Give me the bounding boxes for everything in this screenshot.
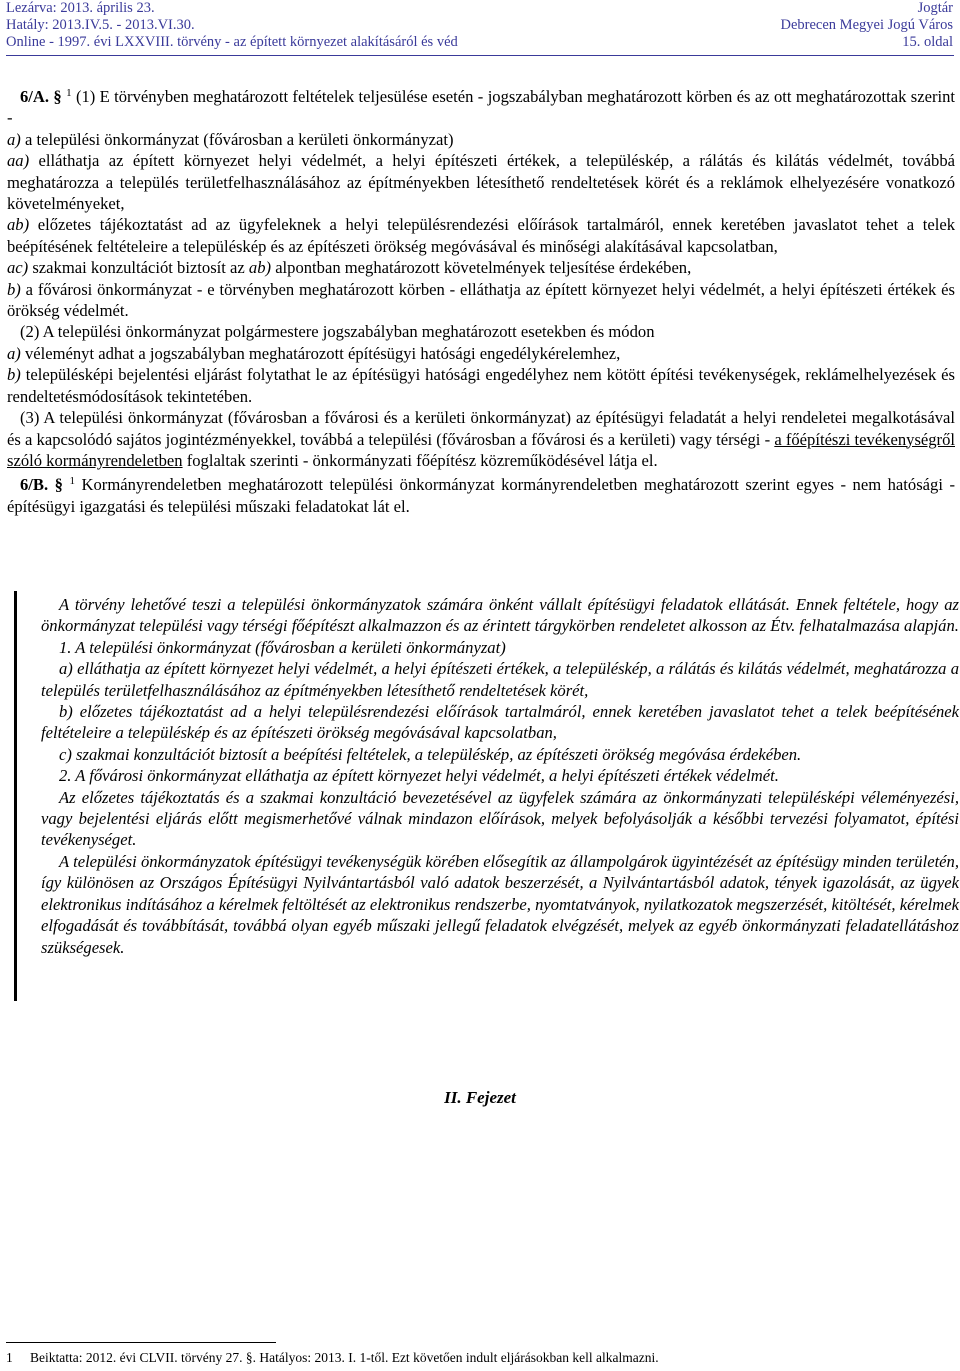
commentary-administration: A települési önkormányzatok építésügyi tevékenységük körében elősegítik az állampolgárok ügyintézését az építésügy minden területén, így különösen az Országos Építésügyi Nyilvántartásból való adatok beszerzését, a Nyilvántartásból adatok, tények igazolását, az ügyek elektronikus indításához a kérelmek feltöltését az elektronikus rendszerbe, nyomtatványok, nyilatkozatok megszerzését, kitöltését, kérelmek elfogadását és továbbítását, továbbá olyan egyéb műszaki jellegű feladatok elvégzését, melyek az egyéb önkormányzati feladatellátáshoz szükségesek.: [41, 851, 959, 957]
header-licensee: Debrecen Megyei Jogú Város: [780, 17, 953, 33]
page-header: [0, 0, 960, 58]
point-ab-label: ab): [7, 215, 30, 235]
section-6a-para-1: [7, 86, 955, 129]
point-a: [7, 129, 955, 150]
point-aa-label: aa): [7, 151, 30, 171]
commentary-block: [41, 594, 959, 958]
section-6b-number: 6/B. §: [20, 475, 63, 495]
point-b-text: a fővárosi önkormányzat - e törvényben meghatározott körben - elláthatja az épített környezet helyi védelmét, a helyi építészeti értékek és örökség védelmét.: [7, 279, 955, 321]
commentary-consultation: Az előzetes tájékoztatás és a szakmai konzultáció bevezetésével az ügyfelek számára az önkormányzati településképi véleményezési, vagy bejelentési eljárás előtt megismerhetővé válnak mindazon előírások, melyek befolyásolják a későbbi tervezési folyamatot, építési tevékenységet.: [41, 787, 959, 850]
commentary-item-1b: b) előzetes tájékoztatást ad a helyi településrendezési előírások tartalmáról, ennek keretében javaslatot tehet a telek beépítésének feltételeire a településkép és az építészeti örökség megóvásával kapcsolatban,: [41, 702, 959, 743]
section-6a-para-2: (2) A települési önkormányzat polgármestere jogszabályban meghatározott esetekben és módon: [20, 322, 655, 342]
point-ac-text-2: alpontban meghatározott követelmények teljesítése érdekében,: [271, 258, 692, 278]
header-publisher: Jogtár: [917, 0, 953, 16]
point-a-label: a): [7, 129, 21, 149]
footnote-divider: [6, 1342, 276, 1343]
commentary-intro: A törvény lehetővé teszi a települési önkormányzatok számára önként vállalt építésügyi feladatok ellátását. Ennek feltétele, hogy az önkormányzat települési vagy térségi főépítészt alkalmazzon és az érintett tárgykörben rendeletet alkosson az Étv. felhatalmazása alapján.: [41, 595, 959, 636]
para-2-point-b: [7, 364, 955, 407]
header-divider: [6, 55, 954, 56]
document-body: [7, 86, 955, 517]
point-a-text: a települési önkormányzat (fővárosban a kerületi önkormányzat): [20, 129, 454, 149]
commentary-item-1: 1. A települési önkormányzat (fővárosban a kerületi önkormányzat): [59, 637, 506, 657]
point-ac-label: ac): [7, 258, 29, 278]
point-ab-text: előzetes tájékoztatást ad az ügyfeleknek a helyi településrendezési előírások tartalmáról, ennek keretében javaslatot tehet a telek beépítésének feltételeire a településkép és az építészeti örökség megóvásával és minőségi alakításával kapcsolatban,: [7, 215, 955, 256]
para-3-text-2: foglaltak szerinti - önkormányzati főépítész közreműködésével látja el.: [182, 450, 658, 470]
chief-architect-decree-link[interactable]: a főépítészi tevékenységről szóló kormányrendeletben: [7, 429, 955, 470]
point-aa-text: elláthatja az épített környezet helyi védelmét, a helyi építészeti értékek, a településkép, a rálátás és kilátás védelmét, továbbá meghatározza a település területfelhasználásához az építményekben létesíthető rendeltetések körét és a reklámok elhelyezésére vonatkozó követelményeket,: [7, 151, 955, 214]
footnote-number: 1: [6, 1350, 13, 1365]
section-6b-text: Kormányrendeletben meghatározott települési önkormányzat kormányrendeletben meghatározott szerint egyes - nem hatósági - építésügyi igazgatási és települési műszaki feladatokat lát el.: [7, 475, 955, 516]
para-2-point-a: [7, 343, 955, 364]
section-6b: [7, 474, 955, 517]
section-6a-number: 6/A. §: [20, 87, 62, 106]
header-right: [781, 0, 953, 51]
header-law-title: Online - 1997. évi LXXVIII. törvény - az épített környezet alakításáról és véd: [6, 34, 458, 50]
point-ac-text-1: szakmai konzultációt biztosít az: [28, 258, 249, 278]
section-6a-intro: (1) E törvényben meghatározott feltételek teljesülése esetén - jogszabályban meghatározott körben és az ott meghatározottak szerint -: [7, 87, 956, 128]
para-2-point-b-label: b): [7, 365, 21, 385]
footnote-ref[interactable]: 1: [66, 87, 72, 99]
para-2-point-a-text: véleményt adhat a jogszabályban meghatározott építésügyi hatósági engedélykérelemhez,: [20, 343, 621, 363]
point-b-label: b): [7, 279, 21, 299]
commentary-item-2: 2. A fővárosi önkormányzat elláthatja az épített környezet helyi védelmét, a helyi építészeti értékek védelmét.: [59, 766, 779, 786]
footnote-ref-6b[interactable]: 1: [69, 475, 75, 488]
commentary-margin-bar: [14, 591, 17, 1001]
header-page-number: 15. oldal: [902, 34, 953, 50]
header-left: [6, 0, 458, 51]
header-closed-date: Lezárva: 2013. április 23.: [6, 0, 155, 16]
point-ac-ref: ab): [248, 258, 272, 278]
header-effective-dates: Hatály: 2013.IV.5. - 2013.VI.30.: [6, 17, 195, 33]
commentary-item-1c: c) szakmai konzultációt biztosít a beépítési feltételek, a településkép, az építészeti örökség megóvása érdekében.: [59, 744, 802, 764]
commentary-item-1a: a) elláthatja az épített környezet helyi védelmét, a helyi építészeti értékek, a településkép, a rálátás és kilátás védelmét, meghatározza a település területfelhasználásához az építményekben létesíthető rendeltetések körét,: [41, 659, 959, 700]
para-2-point-a-label: a): [7, 343, 21, 363]
point-b: [7, 279, 955, 322]
point-ac: [7, 257, 955, 278]
para-2-point-b-text: településképi bejelentési eljárást folytathat le az építésügyi hatósági engedélyhez nem kötött építési tevékenységek, reklámelhelyezések és rendeltetésmódosítások tekintetében.: [7, 365, 955, 406]
point-ab: [7, 214, 955, 257]
point-aa: [7, 150, 955, 214]
section-6a-para-3: [7, 407, 955, 471]
para-3-text-1: (3) A települési önkormányzat (fővárosban a fővárosi és a kerületi önkormányzat) az építésügyi feladatát a helyi rendeletei megalkotásával és a kapcsolódó sajátos jogintézményekkel, továbbá a települési (fővárosban a fővárosi és a kerületi) vagy térségi -: [7, 408, 955, 449]
chapter-heading: II. Fejezet: [444, 1088, 516, 1107]
footnote-text: Beiktatta: 2012. évi CLVII. törvény 27. §. Hatályos: 2013. I. 1-től. Ezt követően indult eljárásokban kell alkalmazni.: [30, 1350, 659, 1365]
footnote: [6, 1350, 659, 1366]
